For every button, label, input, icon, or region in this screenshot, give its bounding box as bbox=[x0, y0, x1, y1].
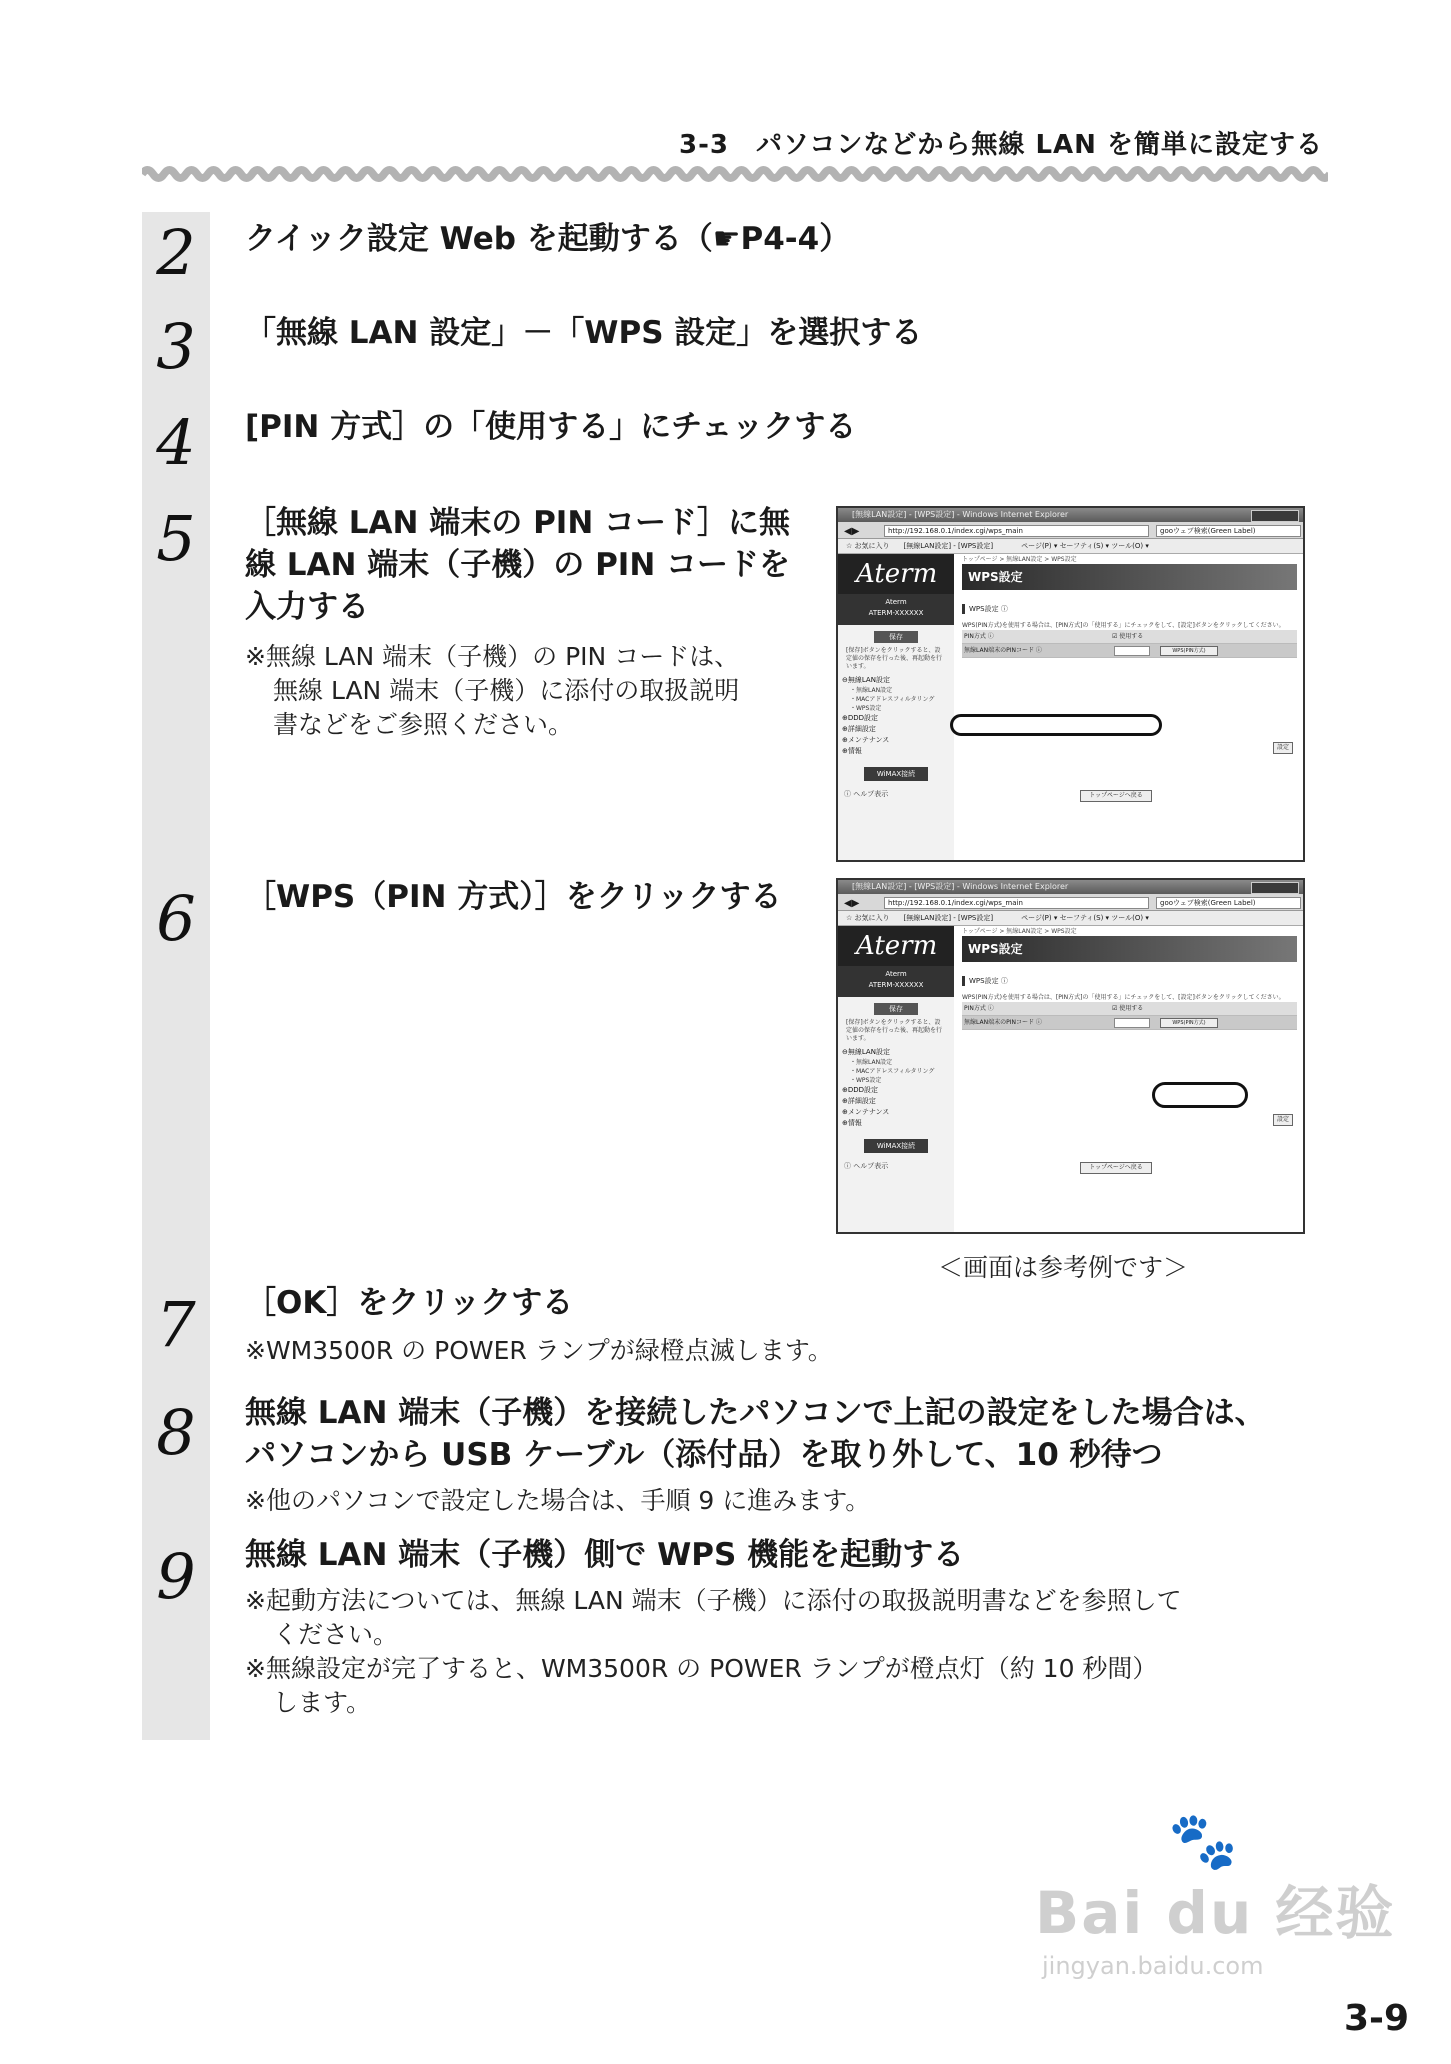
step-number: 2 bbox=[156, 216, 196, 289]
step-title: 無線 LAN 端末（子機）側で WPS 機能を起動する bbox=[245, 1537, 965, 1573]
favorites-bar: ☆ お気に入り [無線LAN設定] - [WPS設定] ページ(P) ▾ セーフティ(S) ▾ ツール(O) ▾ bbox=[838, 911, 1303, 926]
favorites-bar: ☆ お気に入り [無線LAN設定] - [WPS設定] ページ(P) ▾ セーフティ(S) ▾ ツール(O) ▾ bbox=[838, 539, 1303, 554]
wimax-button: WiMAX接続 bbox=[864, 767, 928, 781]
watermark-brand: Bai du 经验 bbox=[1035, 1879, 1396, 1947]
pin-method-row: PIN方式 ⓘ ☑ 使用する bbox=[962, 1002, 1297, 1016]
highlight-oval bbox=[950, 714, 1162, 736]
help-link: ⓘ ヘルプ表示 bbox=[844, 1162, 889, 1170]
router-sidebar bbox=[838, 554, 954, 860]
help-link: ⓘ ヘルプ表示 bbox=[844, 790, 889, 798]
top-page-button: トップページへ戻る bbox=[1080, 790, 1152, 802]
note-line: ※無線 LAN 端末（子機）の PIN コードは、 bbox=[245, 642, 740, 671]
window-controls-icon bbox=[1251, 882, 1299, 894]
page-title: WPS設定 bbox=[962, 936, 1297, 962]
page-number: 3-9 bbox=[1344, 1998, 1410, 2039]
side-note: [保存]ボタンをクリックすると、設定値の保存を行った後、再起動を行います。 bbox=[846, 647, 943, 670]
step-title-line: ［無線 LAN 端末の PIN コード］に無 bbox=[245, 505, 791, 541]
highlight-oval bbox=[1152, 1082, 1248, 1108]
note-line: ください。 bbox=[273, 1620, 399, 1649]
step-title: [PIN 方式］の「使用する」にチェックする bbox=[245, 409, 857, 445]
note-line: します。 bbox=[273, 1688, 372, 1717]
step-number: 4 bbox=[156, 406, 196, 479]
model-name: Aterm ATERM-XXXXXX bbox=[838, 594, 954, 625]
set-button: 設定 bbox=[1273, 742, 1293, 754]
step-title: 「無線 LAN 設定」－「WPS 設定」を選択する bbox=[245, 315, 923, 351]
step-number: 3 bbox=[156, 310, 196, 383]
note-line: ※起動方法については、無線 LAN 端末（子機）に添付の取扱説明書などを参照して bbox=[245, 1586, 1182, 1615]
description: WPS(PIN方式)を使用する場合は、[PIN方式]の「使用する」にチェックをして、[設定]ボタンをクリックしてください。 bbox=[962, 994, 1285, 1001]
window-titlebar: [無線LAN設定] - [WPS設定] - Windows Internet Explorer bbox=[838, 880, 1303, 894]
step-title: クイック設定 Web を起動する（☛P4-4） bbox=[245, 221, 851, 257]
watermark-url: jingyan.baidu.com bbox=[1042, 1952, 1264, 1980]
router-sidebar bbox=[838, 926, 954, 1232]
pin-input bbox=[1114, 646, 1150, 656]
address-bar: ◀▶ http://192.168.0.1/index.cgi/wps_main gooウェブ検索(Green Label) bbox=[838, 522, 1303, 539]
router-main bbox=[962, 554, 1297, 860]
browser-screenshot bbox=[836, 506, 1305, 862]
description: WPS(PIN方式)を使用する場合は、[PIN方式]の「使用する」にチェックをして、[設定]ボタンをクリックしてください。 bbox=[962, 622, 1285, 629]
paw-icon: 🐾 bbox=[1168, 1809, 1238, 1874]
side-menu: ⊖無線LAN設定 ・無線LAN設定 ・MACアドレスフィルタリング ・WPS設定 ⊕DDD設定 ⊕詳細設定 ⊕メンテナンス ⊕情報 bbox=[842, 1048, 935, 1127]
note-line: ※無線設定が完了すると、WM3500R の POWER ランプが橙点灯（約 10 秒間） bbox=[245, 1654, 1158, 1683]
step-title: ［OK］をクリックする bbox=[245, 1285, 574, 1321]
step-note bbox=[245, 640, 739, 742]
step-note: ※WM3500R の POWER ランプが緑橙点滅します。 bbox=[245, 1336, 833, 1365]
page-title: WPS設定 bbox=[962, 564, 1297, 590]
step-note: ※他のパソコンで設定した場合は、手順 9 に進みます。 bbox=[245, 1486, 871, 1515]
step-number: 9 bbox=[156, 1540, 196, 1613]
aterm-logo: Aterm bbox=[838, 926, 954, 966]
wps-pin-button: WPS(PIN方式) bbox=[1160, 646, 1218, 656]
section-header: 3-3 パソコンなどから無線 LAN を簡単に設定する bbox=[678, 130, 1323, 160]
step-title bbox=[245, 502, 790, 628]
wps-pin-button: WPS(PIN方式) bbox=[1160, 1018, 1218, 1028]
step-title-line: 無線 LAN 端末（子機）を接続したパソコンで上記の設定をした場合は、 bbox=[245, 1395, 1266, 1431]
breadcrumb: トップページ > 無線LAN設定 > WPS設定 bbox=[962, 928, 1077, 935]
step-title-line: 入力する bbox=[245, 589, 369, 625]
save-button: 保存 bbox=[874, 631, 918, 643]
pin-method-row: PIN方式 ⓘ ☑ 使用する bbox=[962, 630, 1297, 644]
side-note: [保存]ボタンをクリックすると、設定値の保存を行った後、再起動を行います。 bbox=[846, 1019, 943, 1042]
pin-input bbox=[1114, 1018, 1150, 1028]
step-number: 6 bbox=[156, 882, 196, 955]
back-forward-icon: ◀▶ bbox=[844, 898, 860, 909]
note-line: 無線 LAN 端末（子機）に添付の取扱説明 bbox=[273, 676, 740, 705]
address-bar: ◀▶ http://192.168.0.1/index.cgi/wps_main gooウェブ検索(Green Label) bbox=[838, 894, 1303, 911]
step-number: 8 bbox=[156, 1396, 196, 1469]
step-title-line: パソコンから USB ケーブル（添付品）を取り外して、10 秒待つ bbox=[245, 1437, 1163, 1473]
wave-divider bbox=[142, 162, 1328, 186]
set-button: 設定 bbox=[1273, 1114, 1293, 1126]
section-label: WPS設定 ⓘ bbox=[962, 604, 1297, 614]
back-forward-icon: ◀▶ bbox=[844, 526, 860, 537]
pin-code-row: 無線LAN端末のPINコード ⓘ WPS(PIN方式) bbox=[962, 644, 1297, 658]
aterm-logo: Aterm bbox=[838, 554, 954, 594]
top-page-button: トップページへ戻る bbox=[1080, 1162, 1152, 1174]
save-button: 保存 bbox=[874, 1003, 918, 1015]
screen-caption: ＜画面は参考例です＞ bbox=[938, 1253, 1189, 1282]
step-number: 7 bbox=[156, 1288, 196, 1361]
pin-code-row: 無線LAN端末のPINコード ⓘ WPS(PIN方式) bbox=[962, 1016, 1297, 1030]
section-label: WPS設定 ⓘ bbox=[962, 976, 1297, 986]
note-line: 書などをご参照ください。 bbox=[273, 710, 574, 739]
breadcrumb: トップページ > 無線LAN設定 > WPS設定 bbox=[962, 556, 1077, 563]
window-controls-icon bbox=[1251, 510, 1299, 522]
router-main bbox=[962, 926, 1297, 1232]
wimax-button: WiMAX接続 bbox=[864, 1139, 928, 1153]
side-menu: ⊖無線LAN設定 ・無線LAN設定 ・MACアドレスフィルタリング ・WPS設定 ⊕DDD設定 ⊕詳細設定 ⊕メンテナンス ⊕情報 bbox=[842, 676, 935, 755]
model-name: Aterm ATERM-XXXXXX bbox=[838, 966, 954, 997]
step-notes bbox=[245, 1584, 1182, 1720]
window-titlebar: [無線LAN設定] - [WPS設定] - Windows Internet Explorer bbox=[838, 508, 1303, 522]
step-number: 5 bbox=[156, 502, 196, 575]
step-title bbox=[245, 1392, 1266, 1476]
step-title: ［WPS（PIN 方式）］をクリックする bbox=[245, 879, 782, 915]
step-title-line: 線 LAN 端末（子機）の PIN コードを bbox=[245, 547, 791, 583]
browser-screenshot bbox=[836, 878, 1305, 1234]
